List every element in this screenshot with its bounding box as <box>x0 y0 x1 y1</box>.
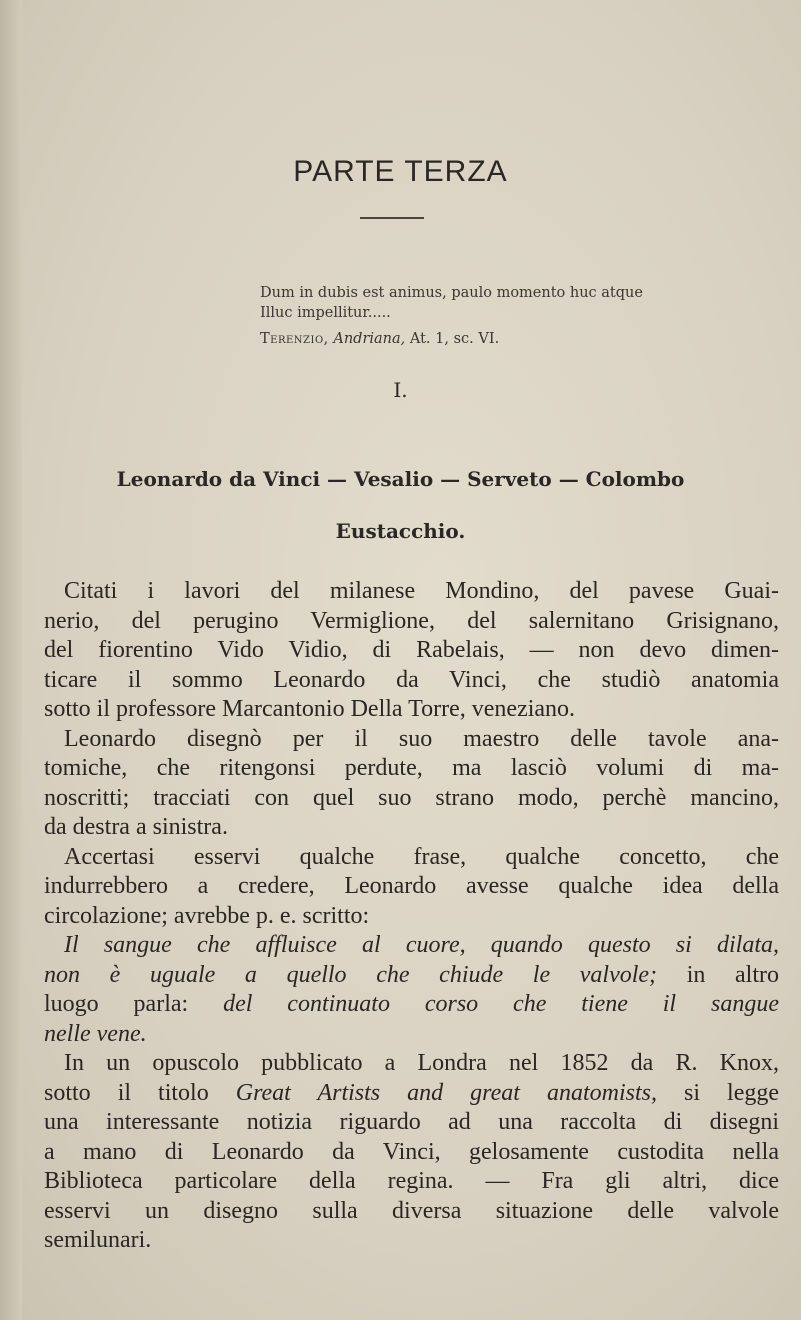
text-line: esservi un disegno sulla diversa situazione delle valvole <box>44 1197 779 1224</box>
text-line <box>44 1079 779 1109</box>
text-fragment: sotto il titolo <box>44 1079 236 1106</box>
chapter-heading: Leonardo da Vinci — Vesalio — Serveto — Colombo <box>116 467 685 491</box>
text-line: semilunari. <box>44 1227 152 1253</box>
book-title: Great Artists and great anatomists, <box>235 1079 657 1106</box>
text-line: Leonardo disegnò per il suo maestro delle tavole ana- <box>64 725 779 752</box>
part-title: PARTE TERZA <box>293 155 508 188</box>
text-line: circolazione; avrebbe p. e. scritto: <box>44 902 370 929</box>
text-line: a mano di Leonardo da Vinci, gelosamente custodita nella <box>44 1138 779 1165</box>
page-edge-shadow <box>0 0 22 1320</box>
text-line: indurrebbero a credere, Leonardo avesse qualche idea della <box>44 873 779 899</box>
text-line <box>44 931 779 961</box>
text-line: nerio, del perugino Vermiglione, del salernitano Grisignano, <box>44 607 779 634</box>
epigraph-line: Dum in dubis est animus, paulo momento huc atque <box>260 285 643 301</box>
text-line: una interessante notizia riguardo ad una raccolta di disegni <box>44 1109 779 1135</box>
text-line: noscritti; tracciati con quel suo strano modo, perchè mancino, <box>44 784 779 811</box>
text-line: Biblioteca particolare della regina. — Fra gli altri, dice <box>44 1168 779 1194</box>
italic-quote: nelle vene. <box>44 1020 147 1047</box>
text-line <box>44 990 779 1020</box>
body-text <box>44 577 779 1256</box>
text-line <box>44 1020 779 1050</box>
epigraph-line: Illuc impellitur..... <box>260 305 391 321</box>
text-line: del fiorentino Vido Vidio, di Rabelais, — non devo dimen- <box>44 637 779 663</box>
text-line: sotto il professore Marcantonio Della Torre, veneziano. <box>44 696 576 722</box>
text-fragment: luogo parla: <box>44 991 224 1017</box>
text-line: Citati i lavori del milanese Mondino, del pavese Guai- <box>64 578 779 604</box>
epigraph <box>260 283 780 349</box>
epigraph-author: Terenzio, <box>260 331 329 347</box>
text-line: da destra a sinistra. <box>44 814 228 840</box>
text-fragment: si legge <box>656 1079 780 1106</box>
italic-quote: Il sangue che affluisce al cuore, quando questo si dilata, <box>64 932 779 958</box>
italic-quote: del continuato corso che tiene il sangue <box>223 991 779 1017</box>
italic-quote: non è uguale a quello che chiude le valvole; <box>44 961 658 988</box>
text-line: In un opuscolo pubblicato a Londra nel 1852 da R. Knox, <box>64 1050 779 1076</box>
text-fragment: in altro <box>657 961 779 988</box>
text-line <box>44 961 779 991</box>
chapter-number: I. <box>393 378 408 402</box>
title-rule <box>360 217 424 219</box>
epigraph-work: Andriana, <box>333 331 406 347</box>
text-line: Accertasi esservi qualche frase, qualche concetto, che <box>64 843 779 870</box>
text-line: ticare il sommo Leonardo da Vinci, che studiò anatomia <box>44 666 779 693</box>
chapter-heading-continued: Eustacchio. <box>335 519 466 543</box>
text-line: tomiche, che ritengonsi perdute, ma lasciò volumi di ma- <box>44 755 779 781</box>
epigraph-attribution <box>260 329 780 349</box>
epigraph-ref: At. 1, sc. VI. <box>409 331 500 347</box>
